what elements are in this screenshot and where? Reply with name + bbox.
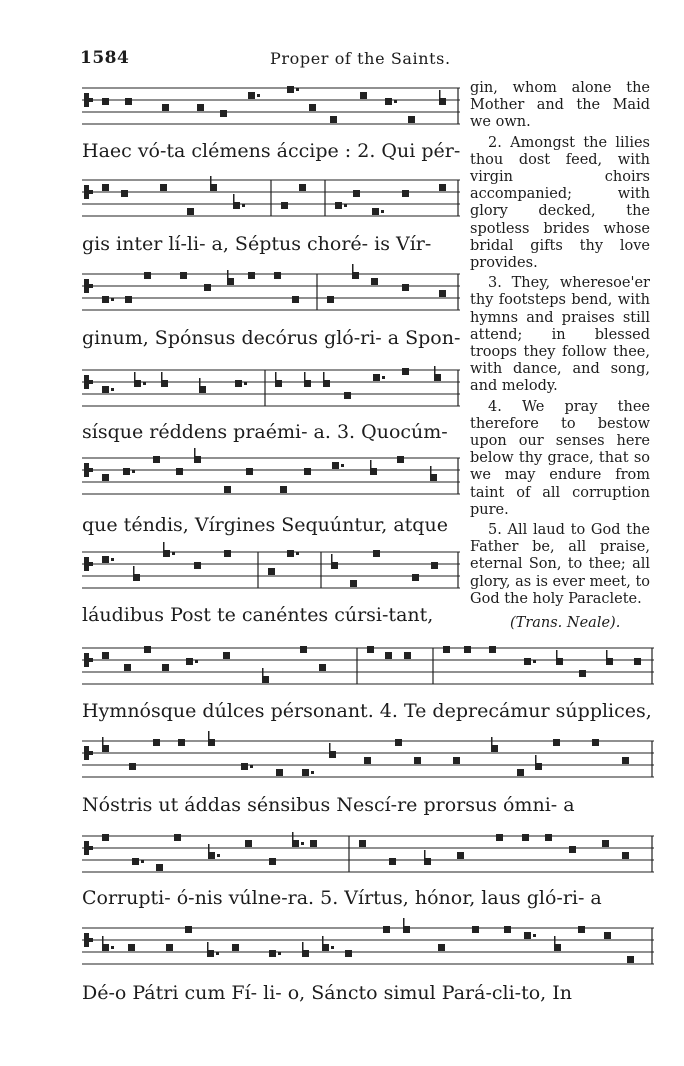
neume-note [287,86,294,93]
neume-note [359,840,366,847]
neume-note [331,562,338,569]
neume-note [385,98,392,105]
neume-note [102,184,109,191]
neume-note [309,104,316,111]
neume-note [156,864,163,871]
c-clef-icon [84,562,93,566]
neume-dot [172,552,175,555]
neume-note [132,858,139,865]
neume-note [125,296,132,303]
neume-note [281,202,288,209]
neume-note [335,202,342,209]
neume-note [553,739,560,746]
neume-note [439,290,446,297]
neume-note [194,456,201,463]
chant-staff [82,82,460,132]
neume-stem [102,737,104,746]
neume-note [602,840,609,847]
neume-note [439,184,446,191]
neume-stem [292,832,294,841]
neume-note [220,110,227,117]
chant-staff [82,174,460,224]
lyric-line: Corrupti- ó-nis vúlne-ra. 5. Vírtus, hónor, laus gló-ri- a [82,887,602,909]
neume-stem [199,378,201,387]
neume-note [102,386,109,393]
neume-note [245,840,252,847]
neume-note [504,926,511,933]
neume-note [353,190,360,197]
neume-stem [606,650,608,659]
neume-note [330,116,337,123]
chant-staff [82,830,654,880]
neume-note [268,568,275,575]
neume-note [102,652,109,659]
chant-staff [82,546,460,596]
page-header [80,48,460,70]
neume-note [299,184,306,191]
neume-note [125,98,132,105]
neume-note [102,296,109,303]
neume-note [524,658,531,665]
neume-stem [208,731,210,740]
lyric-line: Nóstris ut áddas sénsibus Nescí-re prorsus ómni- a [82,794,575,816]
neume-note [322,944,329,951]
neume-stem [207,942,209,951]
neume-note [163,550,170,557]
neume-note [389,858,396,865]
neume-note [178,739,185,746]
neume-note [438,944,445,951]
neume-note [522,834,529,841]
neume-dot [217,854,220,857]
neume-note [345,950,352,957]
chant-staff [82,922,654,972]
c-clef-icon [84,468,93,472]
neume-note [269,858,276,865]
neume-note [186,658,193,665]
music-staff [82,546,460,596]
neume-note [208,739,215,746]
neume-note [352,272,359,279]
neume-note [302,769,309,776]
neume-note [627,956,634,963]
neume-note [102,474,109,481]
neume-note [472,926,479,933]
neume-note [489,646,496,653]
neume-note [491,745,498,752]
neume-dot [111,298,114,301]
neume-stem [491,737,493,746]
neume-note [327,296,334,303]
neume-note [403,926,410,933]
neume-note [404,652,411,659]
neume-note [556,658,563,665]
music-staff [82,174,460,224]
c-clef-icon [84,98,93,102]
neume-note [276,769,283,776]
lyric-line: que téndis, Vírgines Sequúntur, atque [82,514,448,536]
neume-note [372,208,379,215]
neume-note [241,763,248,770]
neume-note [373,550,380,557]
neume-stem [535,755,537,764]
neume-note [153,739,160,746]
music-staff [82,364,460,414]
lyric-line: láudibus Post te canéntes cúrsi-tant, [82,604,434,626]
neume-stem [275,372,277,381]
music-staff [82,82,460,132]
neume-note [144,272,151,279]
neume-note [123,468,130,475]
neume-note [133,574,140,581]
neume-note [370,468,377,475]
neume-note [248,272,255,279]
neume-stem [439,90,441,99]
neume-note [364,757,371,764]
neume-note [166,944,173,951]
neume-note [227,278,234,285]
neume-note [350,580,357,587]
neume-note [124,664,131,671]
neume-stem [163,542,165,551]
neume-note [431,562,438,569]
chant-staff [82,735,654,785]
neume-note [430,474,437,481]
c-clef-icon [84,658,93,662]
neume-dot [141,860,144,863]
neume-note [248,92,255,99]
neume-dot [111,388,114,391]
neume-note [414,757,421,764]
neume-note [235,380,242,387]
neume-note [269,950,276,957]
c-clef-icon [84,284,93,288]
chant-staff [82,268,460,318]
music-staff [82,642,654,692]
neume-dot [394,100,397,103]
neume-dot [244,382,247,385]
neume-note [385,652,392,659]
c-clef-icon [84,190,93,194]
neume-note [246,468,253,475]
neume-note [210,184,217,191]
neume-note [162,104,169,111]
neume-note [408,116,415,123]
neume-stem [430,466,432,475]
neume-note [622,852,629,859]
neume-note [395,739,402,746]
translation-credit: (Trans. Neale). [510,615,621,631]
neume-note [373,374,380,381]
neume-note [275,380,282,387]
neume-note [102,745,109,752]
lyric-line: Dé-o Pátri cum Fí- li- o, Sáncto simul Pará-cli-to, In [82,982,572,1004]
neume-note [402,190,409,197]
neume-note [300,646,307,653]
neume-note [102,834,109,841]
page-title: Proper of the Saints. [270,49,451,68]
neume-stem [208,844,210,853]
neume-note [579,670,586,677]
lyric-line: Haec vó-ta clémens áccipe : 2. Qui pér- [82,140,461,162]
neume-stem [434,366,436,375]
neume-stem [194,448,196,457]
neume-stem [322,936,324,945]
neume-stem [352,264,354,273]
neume-note [554,944,561,951]
neume-dot [278,952,281,955]
neume-dot [382,376,385,379]
neume-stem [161,372,163,381]
neume-stem [556,650,558,659]
neume-stem [331,554,333,563]
neume-note [280,486,287,493]
neume-note [274,272,281,279]
neume-note [434,374,441,381]
lyric-line: gis inter lí-li- a, Séptus choré- is Vír- [82,233,432,255]
neume-note [496,834,503,841]
neume-dot [132,470,135,473]
music-staff [82,268,460,318]
neume-stem [329,743,331,752]
neume-stem [304,372,306,381]
neume-stem [302,942,304,951]
neume-note [204,284,211,291]
neume-note [194,562,201,569]
c-clef-icon [84,846,93,850]
neume-stem [403,918,405,927]
neume-note [524,932,531,939]
neume-note [302,950,309,957]
neume-note [232,944,239,951]
neume-stem [102,936,104,945]
neume-note [606,658,613,665]
neume-note [412,574,419,581]
neume-note [464,646,471,653]
neume-note [207,950,214,957]
neume-note [402,284,409,291]
translation-column [470,80,650,611]
neume-dot [331,946,334,949]
neume-note [102,98,109,105]
neume-note [517,769,524,776]
neume-dot [344,204,347,207]
neume-note [592,739,599,746]
neume-dot [257,94,260,97]
neume-note [310,840,317,847]
neume-note [208,852,215,859]
neume-note [180,272,187,279]
chant-staff [82,452,460,502]
neume-stem [227,270,229,279]
neume-note [162,664,169,671]
neume-note [329,751,336,758]
neume-note [128,944,135,951]
lyric-line: sísque réddens praémi- a. 3. Quocúm- [82,421,448,443]
neume-dot [311,771,314,774]
neume-note [102,944,109,951]
neume-note [535,763,542,770]
neume-dot [341,464,344,467]
neume-dot [111,946,114,949]
neume-note [197,104,204,111]
neume-note [402,368,409,375]
translation-paragraph: 2. Amongst the lilies thou dost feed, with virgin choirs accompanied; with glory decked, the spotless brides whose bridal gifts thy love provides. [470,134,650,272]
neume-dot [242,204,245,207]
neume-note [383,926,390,933]
neume-note [604,932,611,939]
neume-note [360,92,367,99]
neume-stem [233,194,235,203]
neume-stem [554,936,556,945]
neume-note [622,757,629,764]
music-staff [82,922,654,972]
neume-note [453,757,460,764]
neume-note [397,456,404,463]
neume-note [457,852,464,859]
neume-note [121,190,128,197]
chant-staff [82,364,460,414]
lyric-line: Hymnósque dúlces pérsonant. 4. Te deprecámur súpplices, [82,700,652,722]
neume-note [176,468,183,475]
neume-note [262,676,269,683]
neume-note [185,926,192,933]
neume-note [304,468,311,475]
translation-paragraph: 4. We pray thee therefore to bestow upon our senses here below thy grace, that so we may endure from taint of all corruption pure. [470,398,650,518]
neume-note [223,652,230,659]
neume-dot [143,382,146,385]
neume-note [443,646,450,653]
neume-note [134,380,141,387]
neume-note [160,184,167,191]
neume-note [439,98,446,105]
neume-note [292,840,299,847]
neume-note [224,486,231,493]
neume-dot [111,558,114,561]
neume-dot [250,765,253,768]
neume-note [153,456,160,463]
translation-paragraph: 5. All laud to God the Father be, all praise, eternal Son, to thee; all glory, as is ever meet, to God the holy Paraclete. [470,522,650,607]
neume-note [319,664,326,671]
music-staff [82,735,654,785]
neume-note [224,550,231,557]
neume-note [144,646,151,653]
neume-note [292,296,299,303]
neume-note [199,386,206,393]
neume-note [161,380,168,387]
music-staff [82,830,654,880]
neume-note [233,202,240,209]
neume-note [102,556,109,563]
neume-dot [296,552,299,555]
neume-note [371,278,378,285]
neume-stem [370,460,372,469]
neume-dot [301,842,304,845]
neume-note [174,834,181,841]
neume-stem [134,372,136,381]
neume-stem [323,372,325,381]
neume-stem [210,176,212,185]
neume-note [424,858,431,865]
neume-stem [424,850,426,859]
neume-note [545,834,552,841]
music-staff [82,452,460,502]
neume-note [578,926,585,933]
neume-note [129,763,136,770]
neume-note [367,646,374,653]
neume-note [344,392,351,399]
neume-stem [262,668,264,677]
neume-note [569,846,576,853]
neume-dot [533,934,536,937]
neume-note [323,380,330,387]
c-clef-icon [84,380,93,384]
neume-dot [296,88,299,91]
neume-note [187,208,194,215]
neume-dot [195,660,198,663]
chant-staff [82,642,654,692]
neume-dot [533,660,536,663]
neume-stem [133,566,135,575]
page-number: 1584 [80,48,130,68]
translation-paragraph: 3. They, wheresoe'er thy footsteps bend, with hymns and praises still attend; in blessed troops they follow thee, with dance, and song, and melody. [470,275,650,395]
neume-note [332,462,339,469]
neume-note [634,658,641,665]
neume-note [304,380,311,387]
lyric-line: ginum, Spónsus decórus gló-ri- a Spon- [82,327,461,349]
translation-paragraph: gin, whom alone the Mother and the Maid we own. [470,80,650,131]
neume-dot [216,952,219,955]
neume-note [287,550,294,557]
c-clef-icon [84,938,93,942]
neume-dot [381,210,384,213]
c-clef-icon [84,751,93,755]
